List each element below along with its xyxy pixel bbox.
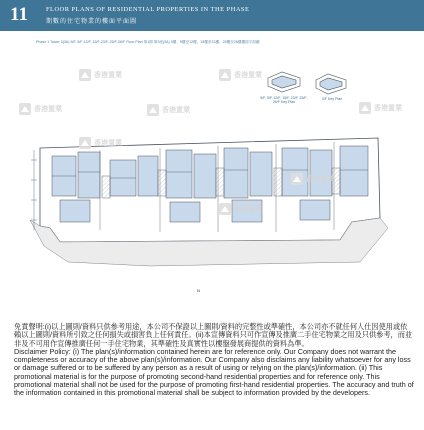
watermark-logo: 香港置業 <box>290 172 334 186</box>
section-header-bar <box>0 0 424 31</box>
key-plan-left-label: 5/F, 5/F-12/F, 15/F-23/F, 25/F-26/F Key Plan <box>260 96 308 105</box>
disclaimer-en: Disclaimer Policy: (i) The plan(s)/information contained herein are for reference only. Our Company does not warrant the completeness or accuracy of the above plan(s)/information. Our Company also disclaims any liability whatsoever for any loss or damage suffered or to be suffered by any person as a result of using or relying on the plan(s)/information. (ii) This promotional material is for the purpose of promoting second-hand residential properties and for reference only. This promotional material shall not be used for the purpose of promoting first-hand residential properties. The accuracy and truth of the information contained in this promotional material shall be subject to information provided by the developers. <box>14 346 414 397</box>
section-number: 11 <box>10 4 28 25</box>
watermark-logo: 香港置業 <box>358 101 402 115</box>
key-plan-right <box>316 74 346 94</box>
section-title-zh: 期數的住宅物業的樓面平面圖 <box>46 18 138 25</box>
watermark-logo: 香港置業 <box>218 68 262 82</box>
watermark-logo: 香港置業 <box>78 136 122 150</box>
floor-plan-drawing <box>0 30 424 290</box>
key-plan-left <box>268 72 300 92</box>
watermark-logo: 香港置業 <box>146 103 190 117</box>
phase-floor-caption: Phase 1 Tower 3(3A) 5/F, 5/F-12/F, 15/F-23/F, 25/F-26/F Floor Plan 第1期 第3座(3A) 5樓、5樓至12樓、15樓至23樓、25樓至26樓樓面平面圖 <box>36 40 260 44</box>
watermark-logo: 香港置業 <box>18 102 62 116</box>
section-title-en: FLOOR PLANS OF RESIDENTIAL PROPERTIES IN THE PHASE <box>46 6 250 13</box>
key-plan-right-label: 3/F Key Plan <box>321 97 343 101</box>
disclaimer-block <box>14 323 414 397</box>
watermark-logo: 香港置業 <box>218 202 262 216</box>
disclaimer-zh: 免責聲明:(i)以上圖則/資料只供參考用途，本公司不保證以上圖則/資料的完整性或準確性，本公司亦不就任何人仕因使用或依賴以上圖則/資料所引致之任何損失或損害負上任何責任。(ii)本宣傳資料只可作宣傳及推廣二手住宅物業之用及只供參考，而並非及不可用作宣傳推廣任何一手住宅物業，其準確性及真實性以樓盤發展商提供的資料為準。 <box>14 322 413 348</box>
watermark-logo: 香港置業 <box>78 68 122 82</box>
north-arrow-label: N <box>197 288 200 293</box>
